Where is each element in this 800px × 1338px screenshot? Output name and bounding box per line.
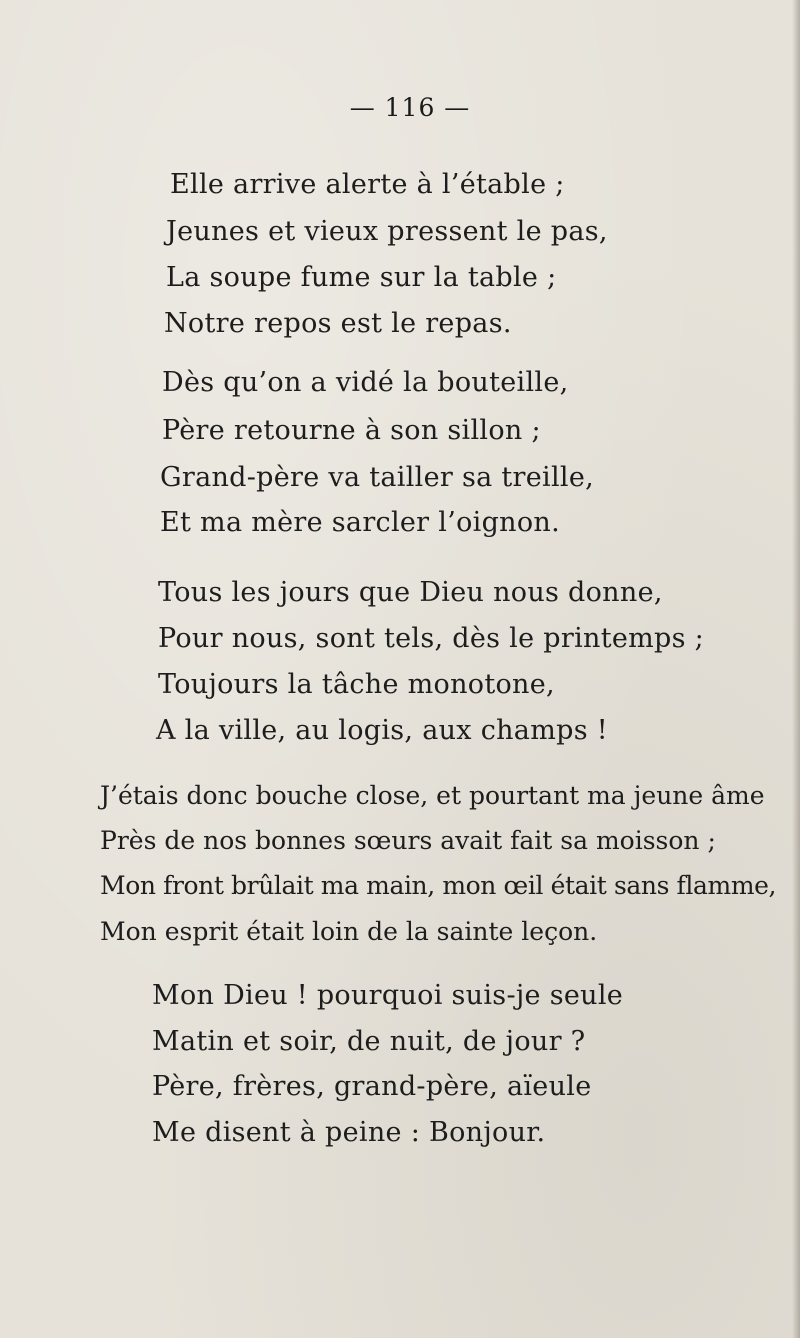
verse-line: Père, frères, grand-père, aïeule bbox=[152, 1071, 592, 1102]
verse-line: Matin et soir, de nuit, de jour ? bbox=[152, 1026, 586, 1057]
verse-line: Grand-père va tailler sa treille, bbox=[160, 462, 594, 493]
verse-line: Pour nous, sont tels, dès le printemps ; bbox=[158, 623, 705, 654]
verse-line: Me disent à peine : Bonjour. bbox=[152, 1117, 546, 1148]
verse-line: Elle arrive alerte à l’étable ; bbox=[170, 169, 565, 200]
verse-line: Dès qu’on a vidé la bouteille, bbox=[162, 367, 569, 398]
verse-line: Et ma mère sarcler l’oignon. bbox=[160, 507, 560, 538]
verse-line: J’étais donc bouche close, et pourtant ma jeune âme bbox=[100, 781, 765, 810]
verse-line: Jeunes et vieux pressent le pas, bbox=[166, 216, 608, 247]
page-edge-shadow bbox=[792, 0, 800, 1338]
verse-line: Père retourne à son sillon ; bbox=[162, 415, 541, 446]
verse-line: La soupe fume sur la table ; bbox=[166, 262, 557, 293]
verse-line: A la ville, au logis, aux champs ! bbox=[156, 715, 608, 746]
page-number: — 116 — bbox=[349, 93, 471, 122]
verse-line: Mon Dieu ! pourquoi suis-je seule bbox=[152, 980, 624, 1011]
verse-line: Mon front brûlait ma main, mon œil était sans flamme, bbox=[100, 871, 777, 900]
verse-line: Notre repos est le repas. bbox=[164, 308, 512, 339]
verse-line: Toujours la tâche monotone, bbox=[158, 669, 555, 700]
verse-line: Tous les jours que Dieu nous donne, bbox=[158, 577, 663, 608]
verse-line: Près de nos bonnes sœurs avait fait sa moisson ; bbox=[100, 826, 716, 855]
verse-line: Mon esprit était loin de la sainte leçon. bbox=[100, 917, 598, 946]
